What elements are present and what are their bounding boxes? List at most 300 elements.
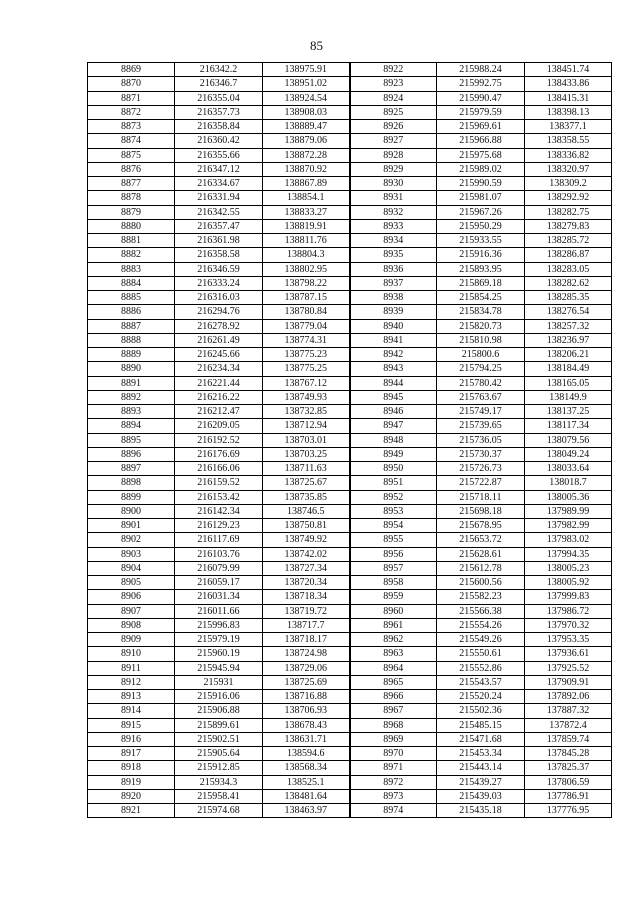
left-y-coordinate-cell: 138725.69 <box>263 675 350 689</box>
right-point-number-cell: 8933 <box>350 219 437 233</box>
left-y-coordinate-cell: 138908.03 <box>263 105 350 119</box>
table-row <box>88 704 612 718</box>
left-point-number-cell: 8921 <box>88 804 175 818</box>
right-x-coordinate-cell: 215435.18 <box>437 804 525 818</box>
right-x-coordinate-cell: 215739.65 <box>437 419 525 433</box>
left-point-number-cell: 8877 <box>88 177 175 191</box>
right-y-coordinate-cell: 137936.61 <box>525 647 612 661</box>
right-point-number-cell: 8961 <box>350 618 437 632</box>
right-x-coordinate-cell: 215453.34 <box>437 747 525 761</box>
table-row <box>88 761 612 775</box>
right-x-coordinate-cell: 215989.02 <box>437 162 525 176</box>
table-row <box>88 490 612 504</box>
right-y-coordinate-cell: 137982.99 <box>525 519 612 533</box>
table-row <box>88 77 612 91</box>
right-point-number-cell: 8941 <box>350 333 437 347</box>
right-point-number-cell: 8936 <box>350 262 437 276</box>
left-x-coordinate-cell: 216176.69 <box>175 447 263 461</box>
right-y-coordinate-cell: 138336.82 <box>525 148 612 162</box>
left-y-coordinate-cell: 138749.92 <box>263 533 350 547</box>
left-x-coordinate-cell: 215906.88 <box>175 704 263 718</box>
coordinates-table-body <box>88 63 612 818</box>
right-y-coordinate-cell: 137892.06 <box>525 690 612 704</box>
right-point-number-cell: 8929 <box>350 162 437 176</box>
left-y-coordinate-cell: 138889.47 <box>263 120 350 134</box>
right-point-number-cell: 8928 <box>350 148 437 162</box>
right-point-number-cell: 8968 <box>350 718 437 732</box>
right-point-number-cell: 8924 <box>350 91 437 105</box>
right-point-number-cell: 8967 <box>350 704 437 718</box>
left-point-number-cell: 8905 <box>88 576 175 590</box>
table-row <box>88 148 612 162</box>
left-point-number-cell: 8879 <box>88 205 175 219</box>
left-x-coordinate-cell: 215934.3 <box>175 775 263 789</box>
right-x-coordinate-cell: 215550.61 <box>437 647 525 661</box>
left-y-coordinate-cell: 138732.85 <box>263 405 350 419</box>
left-x-coordinate-cell: 216346.7 <box>175 77 263 91</box>
right-point-number-cell: 8938 <box>350 291 437 305</box>
left-point-number-cell: 8898 <box>88 476 175 490</box>
table-row <box>88 590 612 604</box>
left-y-coordinate-cell: 138774.31 <box>263 333 350 347</box>
right-x-coordinate-cell: 215820.73 <box>437 319 525 333</box>
left-y-coordinate-cell: 138767.12 <box>263 376 350 390</box>
right-y-coordinate-cell: 138285.72 <box>525 234 612 248</box>
right-x-coordinate-cell: 215933.55 <box>437 234 525 248</box>
right-point-number-cell: 8958 <box>350 576 437 590</box>
left-point-number-cell: 8881 <box>88 234 175 248</box>
right-x-coordinate-cell: 215439.27 <box>437 775 525 789</box>
right-point-number-cell: 8956 <box>350 547 437 561</box>
left-point-number-cell: 8902 <box>88 533 175 547</box>
right-point-number-cell: 8953 <box>350 504 437 518</box>
left-y-coordinate-cell: 138975.91 <box>263 63 350 77</box>
right-x-coordinate-cell: 215485.15 <box>437 718 525 732</box>
left-y-coordinate-cell: 138787.15 <box>263 291 350 305</box>
left-x-coordinate-cell: 215945.94 <box>175 661 263 675</box>
right-point-number-cell: 8935 <box>350 248 437 262</box>
right-y-coordinate-cell: 138358.55 <box>525 134 612 148</box>
left-point-number-cell: 8906 <box>88 590 175 604</box>
left-y-coordinate-cell: 138870.92 <box>263 162 350 176</box>
left-y-coordinate-cell: 138779.04 <box>263 319 350 333</box>
left-x-coordinate-cell: 216261.49 <box>175 333 263 347</box>
left-point-number-cell: 8891 <box>88 376 175 390</box>
table-row <box>88 476 612 490</box>
left-x-coordinate-cell: 216216.22 <box>175 390 263 404</box>
left-point-number-cell: 8885 <box>88 291 175 305</box>
left-x-coordinate-cell: 216355.66 <box>175 148 263 162</box>
right-point-number-cell: 8969 <box>350 732 437 746</box>
left-point-number-cell: 8892 <box>88 390 175 404</box>
table-row <box>88 804 612 818</box>
left-y-coordinate-cell: 138749.93 <box>263 390 350 404</box>
left-point-number-cell: 8897 <box>88 462 175 476</box>
table-row <box>88 120 612 134</box>
table-row <box>88 162 612 176</box>
left-point-number-cell: 8893 <box>88 405 175 419</box>
table-row <box>88 305 612 319</box>
left-y-coordinate-cell: 138718.17 <box>263 633 350 647</box>
left-y-coordinate-cell: 138481.64 <box>263 789 350 803</box>
right-x-coordinate-cell: 215979.59 <box>437 105 525 119</box>
left-y-coordinate-cell: 138735.85 <box>263 490 350 504</box>
right-point-number-cell: 8960 <box>350 604 437 618</box>
right-point-number-cell: 8965 <box>350 675 437 689</box>
left-point-number-cell: 8878 <box>88 191 175 205</box>
right-y-coordinate-cell: 138320.97 <box>525 162 612 176</box>
table-row <box>88 690 612 704</box>
left-point-number-cell: 8871 <box>88 91 175 105</box>
left-point-number-cell: 8915 <box>88 718 175 732</box>
right-point-number-cell: 8949 <box>350 447 437 461</box>
right-y-coordinate-cell: 137859.74 <box>525 732 612 746</box>
table-row <box>88 376 612 390</box>
table-row <box>88 63 612 77</box>
left-point-number-cell: 8895 <box>88 433 175 447</box>
left-point-number-cell: 8874 <box>88 134 175 148</box>
left-y-coordinate-cell: 138703.25 <box>263 447 350 461</box>
table-row <box>88 533 612 547</box>
left-y-coordinate-cell: 138724.98 <box>263 647 350 661</box>
right-y-coordinate-cell: 138286.87 <box>525 248 612 262</box>
right-y-coordinate-cell: 138451.74 <box>525 63 612 77</box>
left-x-coordinate-cell: 216316.03 <box>175 291 263 305</box>
right-point-number-cell: 8944 <box>350 376 437 390</box>
table-row <box>88 205 612 219</box>
table-row <box>88 219 612 233</box>
right-x-coordinate-cell: 215950.29 <box>437 219 525 233</box>
right-x-coordinate-cell: 215800.6 <box>437 348 525 362</box>
right-point-number-cell: 8964 <box>350 661 437 675</box>
right-x-coordinate-cell: 215520.24 <box>437 690 525 704</box>
left-point-number-cell: 8913 <box>88 690 175 704</box>
right-x-coordinate-cell: 215916.36 <box>437 248 525 262</box>
right-x-coordinate-cell: 215549.26 <box>437 633 525 647</box>
right-y-coordinate-cell: 138292.92 <box>525 191 612 205</box>
right-x-coordinate-cell: 215471.68 <box>437 732 525 746</box>
right-y-coordinate-cell: 138398.13 <box>525 105 612 119</box>
left-x-coordinate-cell: 215912.85 <box>175 761 263 775</box>
left-y-coordinate-cell: 138833.27 <box>263 205 350 219</box>
table-row <box>88 248 612 262</box>
right-y-coordinate-cell: 137806.59 <box>525 775 612 789</box>
table-row <box>88 191 612 205</box>
left-x-coordinate-cell: 216079.99 <box>175 561 263 575</box>
right-x-coordinate-cell: 215966.88 <box>437 134 525 148</box>
left-x-coordinate-cell: 216245.66 <box>175 348 263 362</box>
left-x-coordinate-cell: 216357.47 <box>175 219 263 233</box>
right-y-coordinate-cell: 138049.24 <box>525 447 612 461</box>
left-x-coordinate-cell: 216221.44 <box>175 376 263 390</box>
right-x-coordinate-cell: 215967.26 <box>437 205 525 219</box>
right-x-coordinate-cell: 215718.11 <box>437 490 525 504</box>
left-x-coordinate-cell: 215974.68 <box>175 804 263 818</box>
right-x-coordinate-cell: 215730.37 <box>437 447 525 461</box>
right-y-coordinate-cell: 138005.36 <box>525 490 612 504</box>
left-y-coordinate-cell: 138804.3 <box>263 248 350 262</box>
left-x-coordinate-cell: 215916.06 <box>175 690 263 704</box>
left-x-coordinate-cell: 216278.92 <box>175 319 263 333</box>
table-row <box>88 276 612 290</box>
left-y-coordinate-cell: 138711.63 <box>263 462 350 476</box>
left-y-coordinate-cell: 138463.97 <box>263 804 350 818</box>
right-point-number-cell: 8973 <box>350 789 437 803</box>
left-x-coordinate-cell: 216358.84 <box>175 120 263 134</box>
right-y-coordinate-cell: 137925.52 <box>525 661 612 675</box>
left-x-coordinate-cell: 215899.61 <box>175 718 263 732</box>
table-row <box>88 547 612 561</box>
left-x-coordinate-cell: 216212.47 <box>175 405 263 419</box>
left-point-number-cell: 8873 <box>88 120 175 134</box>
right-y-coordinate-cell: 138236.97 <box>525 333 612 347</box>
right-x-coordinate-cell: 215678.95 <box>437 519 525 533</box>
left-x-coordinate-cell: 216294.76 <box>175 305 263 319</box>
table-row <box>88 333 612 347</box>
right-y-coordinate-cell: 137786.91 <box>525 789 612 803</box>
left-y-coordinate-cell: 138718.34 <box>263 590 350 604</box>
left-y-coordinate-cell: 138750.81 <box>263 519 350 533</box>
right-y-coordinate-cell: 137887.32 <box>525 704 612 718</box>
right-point-number-cell: 8959 <box>350 590 437 604</box>
right-x-coordinate-cell: 215794.25 <box>437 362 525 376</box>
right-point-number-cell: 8947 <box>350 419 437 433</box>
right-point-number-cell: 8963 <box>350 647 437 661</box>
left-x-coordinate-cell: 216347.12 <box>175 162 263 176</box>
left-y-coordinate-cell: 138924.54 <box>263 91 350 105</box>
table-row <box>88 661 612 675</box>
left-x-coordinate-cell: 216342.2 <box>175 63 263 77</box>
table-row <box>88 105 612 119</box>
left-point-number-cell: 8883 <box>88 262 175 276</box>
left-point-number-cell: 8899 <box>88 490 175 504</box>
left-point-number-cell: 8912 <box>88 675 175 689</box>
right-y-coordinate-cell: 138117.34 <box>525 419 612 433</box>
right-x-coordinate-cell: 215990.59 <box>437 177 525 191</box>
left-x-coordinate-cell: 216059.17 <box>175 576 263 590</box>
right-x-coordinate-cell: 215736.05 <box>437 433 525 447</box>
left-point-number-cell: 8884 <box>88 276 175 290</box>
right-y-coordinate-cell: 138018.7 <box>525 476 612 490</box>
table-row <box>88 789 612 803</box>
right-point-number-cell: 8970 <box>350 747 437 761</box>
right-x-coordinate-cell: 215975.68 <box>437 148 525 162</box>
right-point-number-cell: 8966 <box>350 690 437 704</box>
table-row <box>88 519 612 533</box>
left-point-number-cell: 8916 <box>88 732 175 746</box>
left-y-coordinate-cell: 138727.34 <box>263 561 350 575</box>
left-x-coordinate-cell: 215931 <box>175 675 263 689</box>
right-y-coordinate-cell: 138433.86 <box>525 77 612 91</box>
right-x-coordinate-cell: 215834.78 <box>437 305 525 319</box>
right-y-coordinate-cell: 138149.9 <box>525 390 612 404</box>
right-y-coordinate-cell: 138137.25 <box>525 405 612 419</box>
left-y-coordinate-cell: 138706.93 <box>263 704 350 718</box>
right-point-number-cell: 8950 <box>350 462 437 476</box>
right-y-coordinate-cell: 138415.31 <box>525 91 612 105</box>
right-x-coordinate-cell: 215780.42 <box>437 376 525 390</box>
left-point-number-cell: 8910 <box>88 647 175 661</box>
left-point-number-cell: 8904 <box>88 561 175 575</box>
right-y-coordinate-cell: 138285.35 <box>525 291 612 305</box>
right-point-number-cell: 8923 <box>350 77 437 91</box>
right-x-coordinate-cell: 215566.38 <box>437 604 525 618</box>
right-point-number-cell: 8930 <box>350 177 437 191</box>
left-y-coordinate-cell: 138729.06 <box>263 661 350 675</box>
table-row <box>88 647 612 661</box>
right-x-coordinate-cell: 215810.98 <box>437 333 525 347</box>
right-point-number-cell: 8942 <box>350 348 437 362</box>
left-y-coordinate-cell: 138725.67 <box>263 476 350 490</box>
left-y-coordinate-cell: 138951.02 <box>263 77 350 91</box>
left-point-number-cell: 8896 <box>88 447 175 461</box>
left-y-coordinate-cell: 138712.94 <box>263 419 350 433</box>
left-y-coordinate-cell: 138742.02 <box>263 547 350 561</box>
left-x-coordinate-cell: 216159.52 <box>175 476 263 490</box>
left-y-coordinate-cell: 138719.72 <box>263 604 350 618</box>
right-y-coordinate-cell: 138377.1 <box>525 120 612 134</box>
table-row <box>88 405 612 419</box>
right-point-number-cell: 8974 <box>350 804 437 818</box>
left-point-number-cell: 8872 <box>88 105 175 119</box>
right-x-coordinate-cell: 215698.18 <box>437 504 525 518</box>
right-y-coordinate-cell: 138005.23 <box>525 561 612 575</box>
table-row <box>88 362 612 376</box>
table-row <box>88 462 612 476</box>
right-x-coordinate-cell: 215554.26 <box>437 618 525 632</box>
right-x-coordinate-cell: 215981.07 <box>437 191 525 205</box>
left-x-coordinate-cell: 216142.34 <box>175 504 263 518</box>
left-y-coordinate-cell: 138802.95 <box>263 262 350 276</box>
left-point-number-cell: 8887 <box>88 319 175 333</box>
right-x-coordinate-cell: 215749.17 <box>437 405 525 419</box>
left-x-coordinate-cell: 216334.67 <box>175 177 263 191</box>
left-x-coordinate-cell: 215902.51 <box>175 732 263 746</box>
right-point-number-cell: 8927 <box>350 134 437 148</box>
right-point-number-cell: 8948 <box>350 433 437 447</box>
left-x-coordinate-cell: 216333.24 <box>175 276 263 290</box>
left-x-coordinate-cell: 216166.06 <box>175 462 263 476</box>
right-x-coordinate-cell: 215869.18 <box>437 276 525 290</box>
left-point-number-cell: 8870 <box>88 77 175 91</box>
right-x-coordinate-cell: 215552.86 <box>437 661 525 675</box>
left-y-coordinate-cell: 138775.25 <box>263 362 350 376</box>
left-y-coordinate-cell: 138879.06 <box>263 134 350 148</box>
right-point-number-cell: 8934 <box>350 234 437 248</box>
right-y-coordinate-cell: 138279.83 <box>525 219 612 233</box>
left-point-number-cell: 8882 <box>88 248 175 262</box>
right-y-coordinate-cell: 137970.32 <box>525 618 612 632</box>
table-row <box>88 633 612 647</box>
right-point-number-cell: 8932 <box>350 205 437 219</box>
left-point-number-cell: 8919 <box>88 775 175 789</box>
left-point-number-cell: 8886 <box>88 305 175 319</box>
right-x-coordinate-cell: 215582.23 <box>437 590 525 604</box>
left-x-coordinate-cell: 216103.76 <box>175 547 263 561</box>
coordinates-table <box>87 62 612 818</box>
right-y-coordinate-cell: 138276.54 <box>525 305 612 319</box>
left-x-coordinate-cell: 216031.34 <box>175 590 263 604</box>
right-y-coordinate-cell: 138033.64 <box>525 462 612 476</box>
left-x-coordinate-cell: 216129.23 <box>175 519 263 533</box>
left-y-coordinate-cell: 138798.22 <box>263 276 350 290</box>
left-x-coordinate-cell: 216234.34 <box>175 362 263 376</box>
right-x-coordinate-cell: 215502.36 <box>437 704 525 718</box>
left-point-number-cell: 8908 <box>88 618 175 632</box>
left-y-coordinate-cell: 138854.1 <box>263 191 350 205</box>
right-x-coordinate-cell: 215628.61 <box>437 547 525 561</box>
right-x-coordinate-cell: 215612.78 <box>437 561 525 575</box>
table-row <box>88 618 612 632</box>
table-row <box>88 262 612 276</box>
left-x-coordinate-cell: 216357.73 <box>175 105 263 119</box>
right-x-coordinate-cell: 215763.67 <box>437 390 525 404</box>
left-y-coordinate-cell: 138703.01 <box>263 433 350 447</box>
table-row <box>88 604 612 618</box>
table-row <box>88 561 612 575</box>
right-y-coordinate-cell: 137776.95 <box>525 804 612 818</box>
left-x-coordinate-cell: 216209.05 <box>175 419 263 433</box>
table-row <box>88 504 612 518</box>
left-point-number-cell: 8880 <box>88 219 175 233</box>
right-x-coordinate-cell: 215992.75 <box>437 77 525 91</box>
left-x-coordinate-cell: 216153.42 <box>175 490 263 504</box>
table-row <box>88 390 612 404</box>
table-row <box>88 576 612 590</box>
left-point-number-cell: 8909 <box>88 633 175 647</box>
left-point-number-cell: 8903 <box>88 547 175 561</box>
right-x-coordinate-cell: 215722.87 <box>437 476 525 490</box>
left-y-coordinate-cell: 138720.34 <box>263 576 350 590</box>
right-y-coordinate-cell: 138257.32 <box>525 319 612 333</box>
right-y-coordinate-cell: 138005.92 <box>525 576 612 590</box>
right-x-coordinate-cell: 215893.95 <box>437 262 525 276</box>
right-x-coordinate-cell: 215854.25 <box>437 291 525 305</box>
left-point-number-cell: 8890 <box>88 362 175 376</box>
left-x-coordinate-cell: 215958.41 <box>175 789 263 803</box>
left-point-number-cell: 8869 <box>88 63 175 77</box>
right-y-coordinate-cell: 138309.2 <box>525 177 612 191</box>
right-y-coordinate-cell: 137999.83 <box>525 590 612 604</box>
right-y-coordinate-cell: 138206.21 <box>525 348 612 362</box>
left-y-coordinate-cell: 138631.71 <box>263 732 350 746</box>
right-point-number-cell: 8962 <box>350 633 437 647</box>
right-point-number-cell: 8943 <box>350 362 437 376</box>
right-x-coordinate-cell: 215439.03 <box>437 789 525 803</box>
left-point-number-cell: 8889 <box>88 348 175 362</box>
left-y-coordinate-cell: 138780.84 <box>263 305 350 319</box>
left-x-coordinate-cell: 215905.64 <box>175 747 263 761</box>
right-point-number-cell: 8939 <box>350 305 437 319</box>
left-point-number-cell: 8876 <box>88 162 175 176</box>
right-point-number-cell: 8931 <box>350 191 437 205</box>
left-y-coordinate-cell: 138811.76 <box>263 234 350 248</box>
left-point-number-cell: 8901 <box>88 519 175 533</box>
right-point-number-cell: 8946 <box>350 405 437 419</box>
left-point-number-cell: 8914 <box>88 704 175 718</box>
right-y-coordinate-cell: 137986.72 <box>525 604 612 618</box>
right-y-coordinate-cell: 137994.35 <box>525 547 612 561</box>
left-x-coordinate-cell: 216360.42 <box>175 134 263 148</box>
right-point-number-cell: 8937 <box>350 276 437 290</box>
left-y-coordinate-cell: 138746.5 <box>263 504 350 518</box>
right-point-number-cell: 8945 <box>350 390 437 404</box>
left-x-coordinate-cell: 215979.19 <box>175 633 263 647</box>
right-x-coordinate-cell: 215726.73 <box>437 462 525 476</box>
right-point-number-cell: 8940 <box>350 319 437 333</box>
page-number: 85 <box>310 38 323 53</box>
left-y-coordinate-cell: 138716.88 <box>263 690 350 704</box>
